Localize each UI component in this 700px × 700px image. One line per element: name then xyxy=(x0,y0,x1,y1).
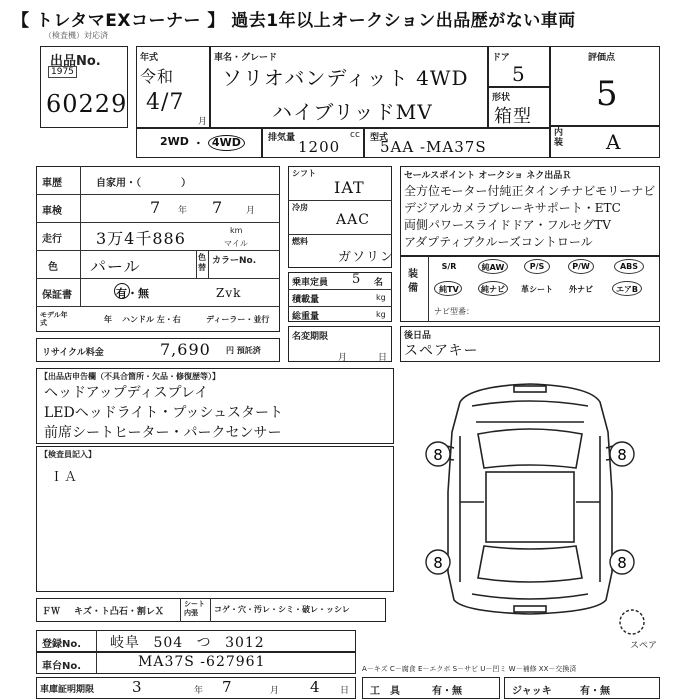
remarks-line-1: LEDヘッドライト・プッシュスタート xyxy=(44,405,284,421)
drive-2wd: 2WD xyxy=(160,135,189,148)
tire-mark-rr: 8 xyxy=(617,554,627,572)
cert-year: 3 xyxy=(132,678,143,696)
interior-value: A xyxy=(606,130,622,154)
drive-4wd: 4WD xyxy=(208,135,245,151)
inspection-year-suffix: 年 xyxy=(178,206,188,216)
year-value: 4/7 xyxy=(146,90,185,115)
sales-point-line-1: 全方位モーター付純正タインチナビモリーナビ xyxy=(404,184,656,198)
model-year-label: モデル年式 xyxy=(40,311,68,327)
circle-mark xyxy=(612,281,642,296)
year-label: 年式 xyxy=(140,53,159,63)
year-month-suffix: 月 xyxy=(198,117,208,127)
name-change-day: 日 xyxy=(378,353,388,363)
sales-point-line-0: セールスポイント オークショ ネク出品Ｒ xyxy=(404,171,572,181)
name-label: 車名・グレード xyxy=(214,53,278,63)
aircon-value: AAC xyxy=(336,212,370,228)
model-value: 5AA -MA37S xyxy=(380,138,487,156)
inspection-label: 車検 xyxy=(42,206,62,217)
recycle-label: リサイクル料金 xyxy=(42,348,104,358)
fuel-label: 燃料 xyxy=(292,237,308,246)
sales-point-line-2: デジアルカメラブレーキサポート・ETC xyxy=(404,201,621,215)
score-label: 評価点 xyxy=(588,53,616,63)
displacement-unit: cc xyxy=(350,130,360,140)
interior-label: 内装 xyxy=(554,128,564,148)
lot-number: 60229 xyxy=(46,90,128,118)
cert-year-suffix: 年 xyxy=(194,686,204,696)
name-change-month: 月 xyxy=(338,353,348,363)
interior-box xyxy=(550,126,660,158)
cert-month: 7 xyxy=(222,678,233,696)
equip-abs: ABS xyxy=(619,262,639,271)
drive-options xyxy=(160,135,245,151)
shape-label: 形状 xyxy=(492,93,511,103)
tire-mark-rl: 8 xyxy=(433,554,443,572)
name-line1: ソリオバンディット 4WD xyxy=(222,66,469,90)
chassis-label: 車台No. xyxy=(42,661,82,672)
jack-value: 有・無 xyxy=(580,686,610,697)
history-label: 車歴 xyxy=(42,178,62,189)
name-change-label: 名変期限 xyxy=(292,332,329,342)
circle-mark xyxy=(478,281,508,296)
capacity-unit: 名 xyxy=(374,278,384,288)
equip-tv: 純TV xyxy=(439,285,459,294)
circle-mark xyxy=(524,259,550,274)
warranty-label: 保証書 xyxy=(42,290,72,301)
mileage-unit-km: km xyxy=(230,226,243,235)
shift-value: IAT xyxy=(334,178,365,197)
mileage-label: 走行 xyxy=(42,234,62,245)
capacity-label: 乗車定員 xyxy=(292,278,329,288)
tire-mark-fl: 8 xyxy=(433,446,443,464)
header-title: 【 トレタマEXコーナー 】 過去1年以上オークション出品歴がない車両 xyxy=(12,11,576,31)
post-parts-value: スペアキー xyxy=(404,343,479,359)
shape-value: 箱型 xyxy=(494,106,532,127)
equip-sr: S/R xyxy=(441,262,457,271)
lot-stamp: 1975 xyxy=(48,66,77,78)
remarks-label: 【出品店申告欄（不具合箇所・欠品・修復歴等）】 xyxy=(40,372,220,381)
score-value: 5 xyxy=(596,74,619,114)
equip-leather: 革シート xyxy=(521,285,553,294)
fw-label: ＦＷ xyxy=(42,607,61,617)
seat-label: シート内張 xyxy=(184,600,205,617)
circle-mark xyxy=(568,259,594,274)
doors-value: 5 xyxy=(512,62,526,86)
inspector-value: ＩＡ xyxy=(50,470,79,485)
equipment-label: 装備 xyxy=(408,269,418,294)
navi-model-label: ナビ型番： xyxy=(434,307,474,316)
load-unit: kg xyxy=(376,293,386,302)
history-value: 自家用・（ ） xyxy=(96,178,191,189)
circle-mark xyxy=(478,259,508,274)
name-line2: ハイブリッドMV xyxy=(272,100,433,124)
displacement-value: 1200 xyxy=(298,138,341,156)
post-parts-label: 後日品 xyxy=(404,331,432,341)
inspection-month-suffix: 月 xyxy=(246,206,256,216)
tire-mark-fr: 8 xyxy=(617,446,627,464)
fuel-value: ガソリン xyxy=(338,250,395,265)
damage-legend: A－キズ C－腐食 E－エクボ S－サビ U－凹ミ W－補修 XX－交換済 xyxy=(362,665,577,673)
warranty-value: 有・無 xyxy=(116,287,149,300)
capacity-value: 5 xyxy=(352,272,362,287)
equip-airbag: エアB xyxy=(615,285,639,294)
color-label: 色 xyxy=(48,262,58,273)
year-era: 令和 xyxy=(140,67,175,86)
seat-text: コゲ・穴・汚レ・シミ・破レ・ッシレ xyxy=(214,605,350,614)
circle-mark xyxy=(614,259,644,274)
cert-day-suffix: 日 xyxy=(340,686,350,696)
doors-label: ドア xyxy=(492,53,510,63)
mileage-unit-mile: マイル xyxy=(224,239,248,248)
handle-label: ハンドル 左・右 xyxy=(122,315,181,324)
equip-pw: P/W xyxy=(572,262,590,271)
model-label: 型式 xyxy=(370,133,389,143)
dealer-label: ディーラー・並行 xyxy=(206,315,270,324)
sales-point-line-3: 両側パワースライドドア・フルセグTV xyxy=(404,218,611,232)
color-value: パール xyxy=(90,257,141,276)
color-change-label: 色替 xyxy=(198,253,206,272)
fw-text: キズ・ト凸石・割レＸ xyxy=(74,607,164,617)
equip-ps: P/S xyxy=(529,262,545,271)
remarks-line-0: ヘッドアップディスプレイ xyxy=(44,385,209,401)
cert-month-suffix: 月 xyxy=(270,686,280,696)
cert-label: 車庫証明期限 xyxy=(40,685,95,695)
gross-label: 総重量 xyxy=(292,312,320,322)
tools-label: 工 具 xyxy=(370,686,400,697)
inspector-box xyxy=(36,446,394,592)
inspection-month: 7 xyxy=(212,198,224,217)
gross-unit: kg xyxy=(376,310,386,319)
chassis-value: MA37S -627961 xyxy=(138,654,266,670)
equip-ext-navi: 外ナビ xyxy=(569,285,593,294)
equip-alloy: 純AW xyxy=(481,263,505,272)
recycle-unit: 円 預託済 xyxy=(226,346,261,355)
load-label: 積載量 xyxy=(292,295,320,305)
shift-label: シフト xyxy=(292,169,316,178)
circle-mark xyxy=(434,281,462,296)
warranty-extra: Zvk xyxy=(216,286,242,300)
inspector-label: 【検査員記入】 xyxy=(40,450,96,459)
header-bar xyxy=(0,0,700,34)
spare-label: スペア xyxy=(630,641,658,651)
model-year-suffix: 年 xyxy=(104,315,112,324)
sales-point-line-4: アダプティブクルーズコントロール xyxy=(404,235,593,249)
jack-label: ジャッキ xyxy=(512,686,552,697)
drive-sep: ・ xyxy=(192,137,204,150)
tools-value: 有・無 xyxy=(432,686,462,697)
header-sub: （検査機）対応済 xyxy=(44,31,108,40)
mileage-value: 3万4千886 xyxy=(96,229,186,248)
displacement-label: 排気量 xyxy=(268,133,296,143)
inspection-year: 7 xyxy=(150,198,162,217)
left-info-box xyxy=(36,166,280,332)
color-no-label: カラーNo. xyxy=(212,256,257,266)
registration-label: 登録No. xyxy=(42,639,82,650)
equip-navi: 純ナビ xyxy=(481,285,505,294)
car-diagram xyxy=(400,372,660,640)
recycle-value: 7,690 xyxy=(160,340,211,359)
lot-label: 出品No. xyxy=(50,54,101,69)
cert-day: 4 xyxy=(310,678,321,696)
registration-value: 岐阜 504 つ 3012 xyxy=(110,635,265,651)
remarks-line-2: 前席シートヒーター・パークセンサー xyxy=(44,425,282,441)
aircon-label: 冷房 xyxy=(292,203,308,212)
warranty-circle-mark xyxy=(114,283,130,299)
